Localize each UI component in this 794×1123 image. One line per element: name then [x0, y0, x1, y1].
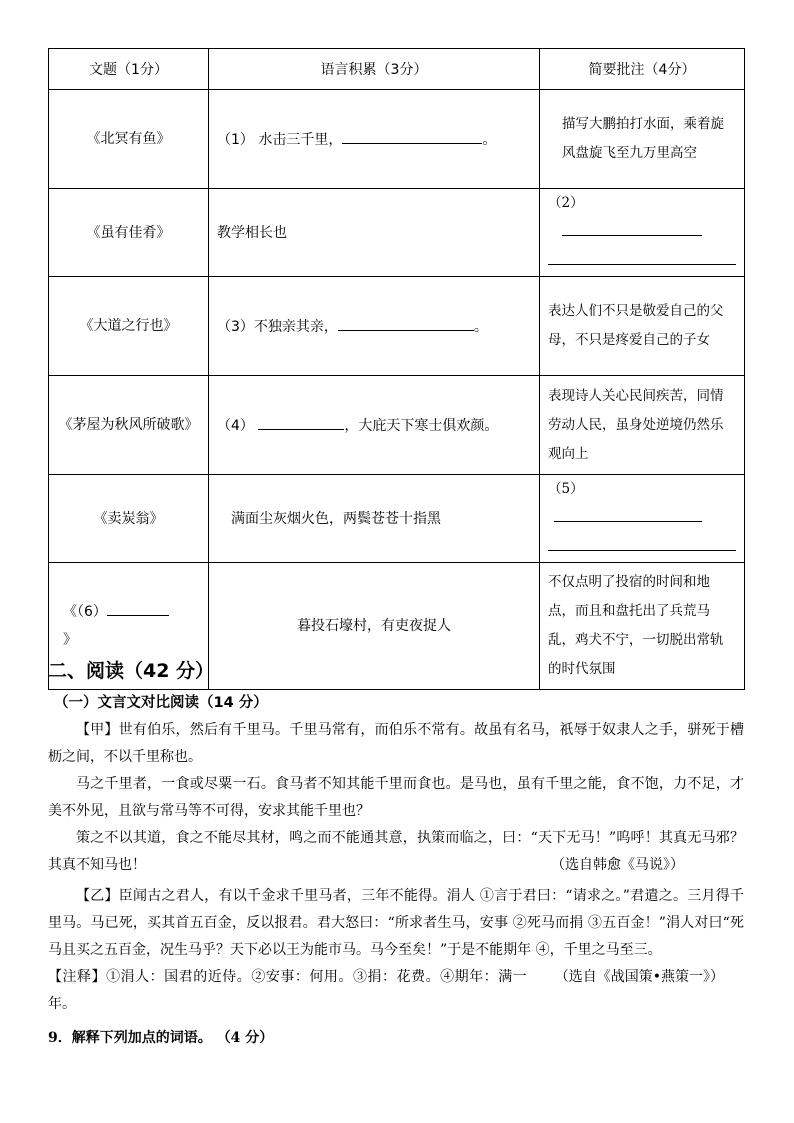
- passage-paragraph: [48, 883, 744, 985]
- passage-text: 策之不以其道，食之不能尽其材，鸣之而不能通其意，执策而临之，曰：“天下无马！”呜呼！其真无马邪？其真不知马也！: [48, 830, 744, 873]
- note-label: （5）: [548, 481, 584, 497]
- header-title-col: 文题（1分）: [49, 49, 209, 90]
- accum-prefix: （3）不独亲其亲，: [217, 318, 338, 335]
- row-title: 《茅屋为秋风所破歌》: [49, 376, 209, 475]
- row-note: [540, 189, 745, 277]
- row-note: 不仅点明了投宿的时间和地点，而且和盘托出了兵荒马乱，鸡犬不宁，一切脱出常轨的时代氛围: [540, 563, 745, 690]
- answer-blank[interactable]: [338, 314, 474, 331]
- table-row: [49, 90, 745, 189]
- answer-blank[interactable]: [554, 505, 702, 522]
- accum-suffix: 。: [473, 318, 488, 335]
- row-note: 表达人们不只是敬爱自己的父母，不只是疼爱自己的子女: [540, 277, 745, 376]
- section-title: 二、阅读（42 分）: [48, 660, 215, 682]
- row-accum: [209, 376, 540, 475]
- passage-paragraph: [48, 825, 744, 879]
- question-9: 9．解释下列加点的词语。 （4 分）: [48, 1030, 274, 1046]
- table-row: [49, 277, 745, 376]
- header-note-col: 简要批注（4分）: [540, 49, 745, 90]
- row-accum: 教学相长也: [209, 189, 540, 277]
- row-accum: [209, 277, 540, 376]
- answer-blank[interactable]: [107, 599, 169, 616]
- accum-prefix: （4）: [217, 417, 259, 434]
- row-note: 描写大鹏拍打水面，乘着旋风盘旋飞至九万里高空: [540, 90, 745, 189]
- passage-paragraph: 【甲】世有伯乐，然后有千里马。千里马常有，而伯乐不常有。故虽有名马，祇辱于奴隶人之手，骈死于槽枥之间，不以千里称也。: [48, 722, 744, 765]
- answer-blank[interactable]: [548, 248, 736, 265]
- table-row: [49, 376, 745, 475]
- row-note: [540, 475, 745, 563]
- passage-text: 【乙】臣闻古之君人，有以千金求千里马者，三年不能得。涓人 ①言于君曰：“请求之。”君遣之。三月得千里马。马已死，买其首五百金，反以报君。君大怒曰：“所求者生马，安事 ②死马而捐 ③五百金！”涓人对曰“死马且买之五百金，况生马乎？天下必以王为能市马。马今至矣！”于是不能期年 ④，千里之马至三。: [48, 888, 744, 958]
- title-suffix: 》: [63, 632, 77, 648]
- answer-blank[interactable]: [258, 413, 344, 430]
- accum-prefix: （1） 水击三千里，: [217, 131, 343, 148]
- review-table: [48, 48, 745, 690]
- note-label: （2）: [548, 195, 584, 211]
- passage-paragraph: 马之千里者，一食或尽粟一石。食马者不知其能千里而食也。是马也，虽有千里之能，食不饱，力不足，才美不外见，且欲与常马等不可得，安求其能千里也？: [48, 776, 744, 819]
- passage-source: （选自韩愈《马说》）: [551, 857, 684, 873]
- header-accum-col: 语言积累（3分）: [209, 49, 540, 90]
- passage-yi: [48, 883, 744, 1018]
- title-prefix: 《（6）: [63, 604, 107, 620]
- row-note: 表现诗人关心民间疾苦，同情劳动人民，虽身处逆境仍然乐观向上: [540, 376, 745, 475]
- row-title: 《卖炭翁》: [49, 475, 209, 563]
- passage-jia: [48, 717, 744, 879]
- row-title: 《北冥有鱼》: [49, 90, 209, 189]
- row-accum: [209, 90, 540, 189]
- table-row: [49, 475, 745, 563]
- row-accum: 暮投石壕村，有吏夜捉人: [209, 563, 540, 690]
- subsection-title: （一）文言文对比阅读（14 分）: [54, 695, 268, 711]
- answer-blank[interactable]: [342, 127, 482, 144]
- passage-source: （选自《战国策•燕策一》）: [554, 969, 724, 985]
- accum-suffix: ，大庇天下寒士俱欢颜。: [344, 417, 499, 434]
- table-row: [49, 189, 745, 277]
- row-title: 《大道之行也》: [49, 277, 209, 376]
- answer-blank[interactable]: [548, 534, 736, 551]
- table-header-row: [49, 49, 745, 90]
- row-title: 《虽有佳肴》: [49, 189, 209, 277]
- accum-suffix: 。: [482, 131, 497, 148]
- passage-notes: 【注释】①涓人：国君的近侍。②安事：何用。③捐：花费。④期年：满一年。: [48, 969, 527, 1012]
- answer-blank[interactable]: [562, 219, 702, 236]
- row-accum: 满面尘灰烟火色，两鬓苍苍十指黑: [209, 475, 540, 563]
